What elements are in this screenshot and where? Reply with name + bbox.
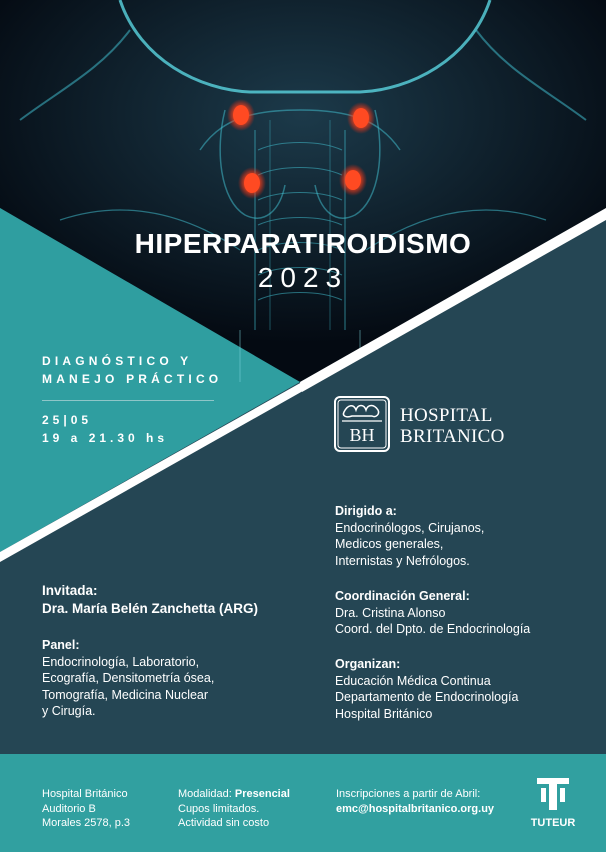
subtitle-line: MANEJO PRÁCTICO (42, 372, 223, 386)
cost-note: Actividad sin costo (178, 817, 270, 829)
guest-section (42, 582, 258, 618)
organizers-line: Hospital Británico (335, 706, 433, 721)
event-title: HIPERPARATIROIDISMO (134, 228, 472, 259)
event-year: 2023 (257, 262, 349, 293)
venue-line: Morales 2578, p.3 (42, 817, 131, 829)
coordination-line: Dra. Cristina Alonso (335, 605, 446, 620)
sponsor-name: TUTEUR (530, 817, 576, 829)
audience-section (335, 503, 484, 569)
subtitle-line: DIAGNÓSTICO Y (42, 354, 193, 368)
organizers-line: Departamento de Endocrinología (335, 690, 519, 704)
hospital-logo-icon (334, 396, 390, 452)
organizers-section (335, 656, 518, 722)
tuteur-logo-icon (527, 774, 579, 830)
guest-heading: Invitada: (42, 583, 98, 598)
panel-section (42, 637, 214, 720)
capacity-note: Cupos limitados. (178, 802, 260, 815)
panel-heading: Panel: (42, 638, 80, 652)
hospital-name-line: HOSPITAL (400, 405, 493, 426)
modality-value: Presencial (234, 788, 290, 800)
panel-line: y Cirugía. (42, 704, 96, 718)
coordination-line: Coord. del Dpto. de Endocrinología (335, 622, 531, 636)
panel-line: Tomografía, Medicina Nuclear (42, 687, 209, 702)
event-time: 19 a 21.30 hs (42, 431, 169, 445)
modality-info (178, 787, 290, 831)
audience-line: Medicos generales, (335, 537, 444, 551)
modality-line (178, 787, 290, 802)
coordination-section (335, 588, 530, 638)
venue-info (42, 787, 130, 831)
panel-line: Ecografía, Densitometría ósea, (42, 671, 215, 685)
hospital-name-line: BRITANICO (400, 426, 505, 447)
hospital-name (400, 405, 505, 447)
modality-label: Modalidad: (178, 788, 235, 800)
event-date: 25|05 (42, 413, 93, 427)
panel-line: Endocrinología, Laboratorio, (42, 654, 200, 669)
venue-line: Hospital Británico (42, 788, 128, 800)
venue-line: Auditorio B (42, 802, 96, 815)
organizers-line: Educación Médica Continua (335, 673, 491, 688)
audience-heading: Dirigido a: (335, 504, 397, 518)
organizers-heading: Organizan: (335, 657, 401, 671)
event-subtitle (42, 352, 222, 388)
event-datetime (42, 411, 168, 447)
audience-line: Internistas y Nefrólogos. (335, 553, 470, 568)
logo-monogram: BH (349, 425, 375, 445)
divider (42, 400, 214, 401)
registration-info (336, 787, 494, 816)
coordination-heading: Coordinación General: (335, 589, 470, 603)
registration-text: Inscripciones a partir de Abril: (336, 788, 481, 800)
audience-line: Endocrinólogos, Cirujanos, (335, 520, 485, 535)
registration-email[interactable]: emc@hospitalbritanico.org.uy (336, 802, 495, 815)
guest-name: Dra. María Belén Zanchetta (ARG) (42, 601, 259, 616)
